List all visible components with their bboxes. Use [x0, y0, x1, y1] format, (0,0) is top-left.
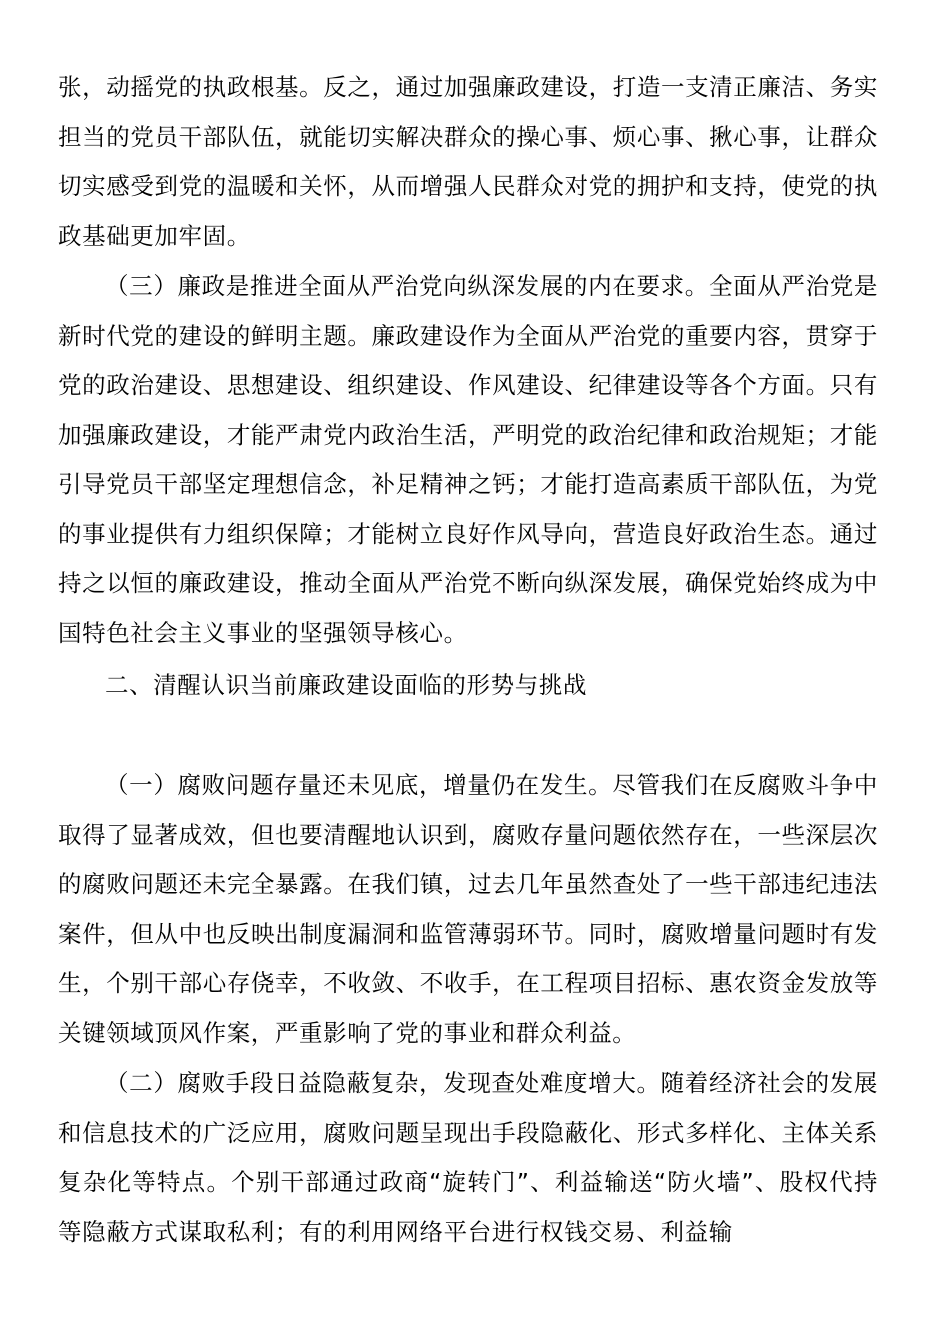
paragraph-subsection-one: （一）腐败问题存量还未见底，增量仍在发生。尽管我们在反腐败斗争中取得了显著成效，但也要清醒地认识到，腐败存量问题依然存在，一些深层次的腐败问题还未完全暴露。在我们镇，过去几年虽然查处了一些干部违纪违法案件，但从中也反映出制度漏洞和监管薄弱环节。同时，腐败增量问题时有发生，个别干部心存侥幸，不收敛、不收手，在工程项目招标、惠农资金发放等关键领域顶风作案，严重影响了党的事业和群众利益。 [58, 771, 878, 1047]
section-heading-two: 二、清醒认识当前廉政建设面临的形势与挑战 [105, 671, 587, 699]
paragraph-subsection-two: （二）腐败手段日益隐蔽复杂，发现查处难度增大。随着经济社会的发展和信息技术的广泛应用，腐败问题呈现出手段隐蔽化、形式多样化、主体关系复杂化等特点。个别干部通过政商“旋转门”、利益输送“防火墙”、股权代持等隐蔽方式谋取私利；有的利用网络平台进行权钱交易、利益输 [58, 1069, 878, 1246]
paragraph-section-three: （三）廉政是推进全面从严治党向纵深发展的内在要求。全面从严治党是新时代党的建设的鲜明主题。廉政建设作为全面从严治党的重要内容，贯穿于党的政治建设、思想建设、组织建设、作风建设、纪律建设等各个方面。只有加强廉政建设，才能严肃党内政治生活，严明党的政治纪律和政治规矩；才能引导党员干部坚定理想信念，补足精神之钙；才能打造高素质干部队伍，为党的事业提供有力组织保障；才能树立良好作风导向，营造良好政治生态。通过持之以恒的廉政建设，推动全面从严治党不断向纵深发展，确保党始终成为中国特色社会主义事业的坚强领导核心。 [58, 272, 878, 647]
paragraph-continuation: 张，动摇党的执政根基。反之，通过加强廉政建设，打造一支清正廉洁、务实担当的党员干部队伍，就能切实解决群众的操心事、烦心事、揪心事，让群众切实感受到党的温暖和关怀，从而增强人民群众对党的拥护和支持，使党的执政基础更加牢固。 [58, 73, 878, 250]
